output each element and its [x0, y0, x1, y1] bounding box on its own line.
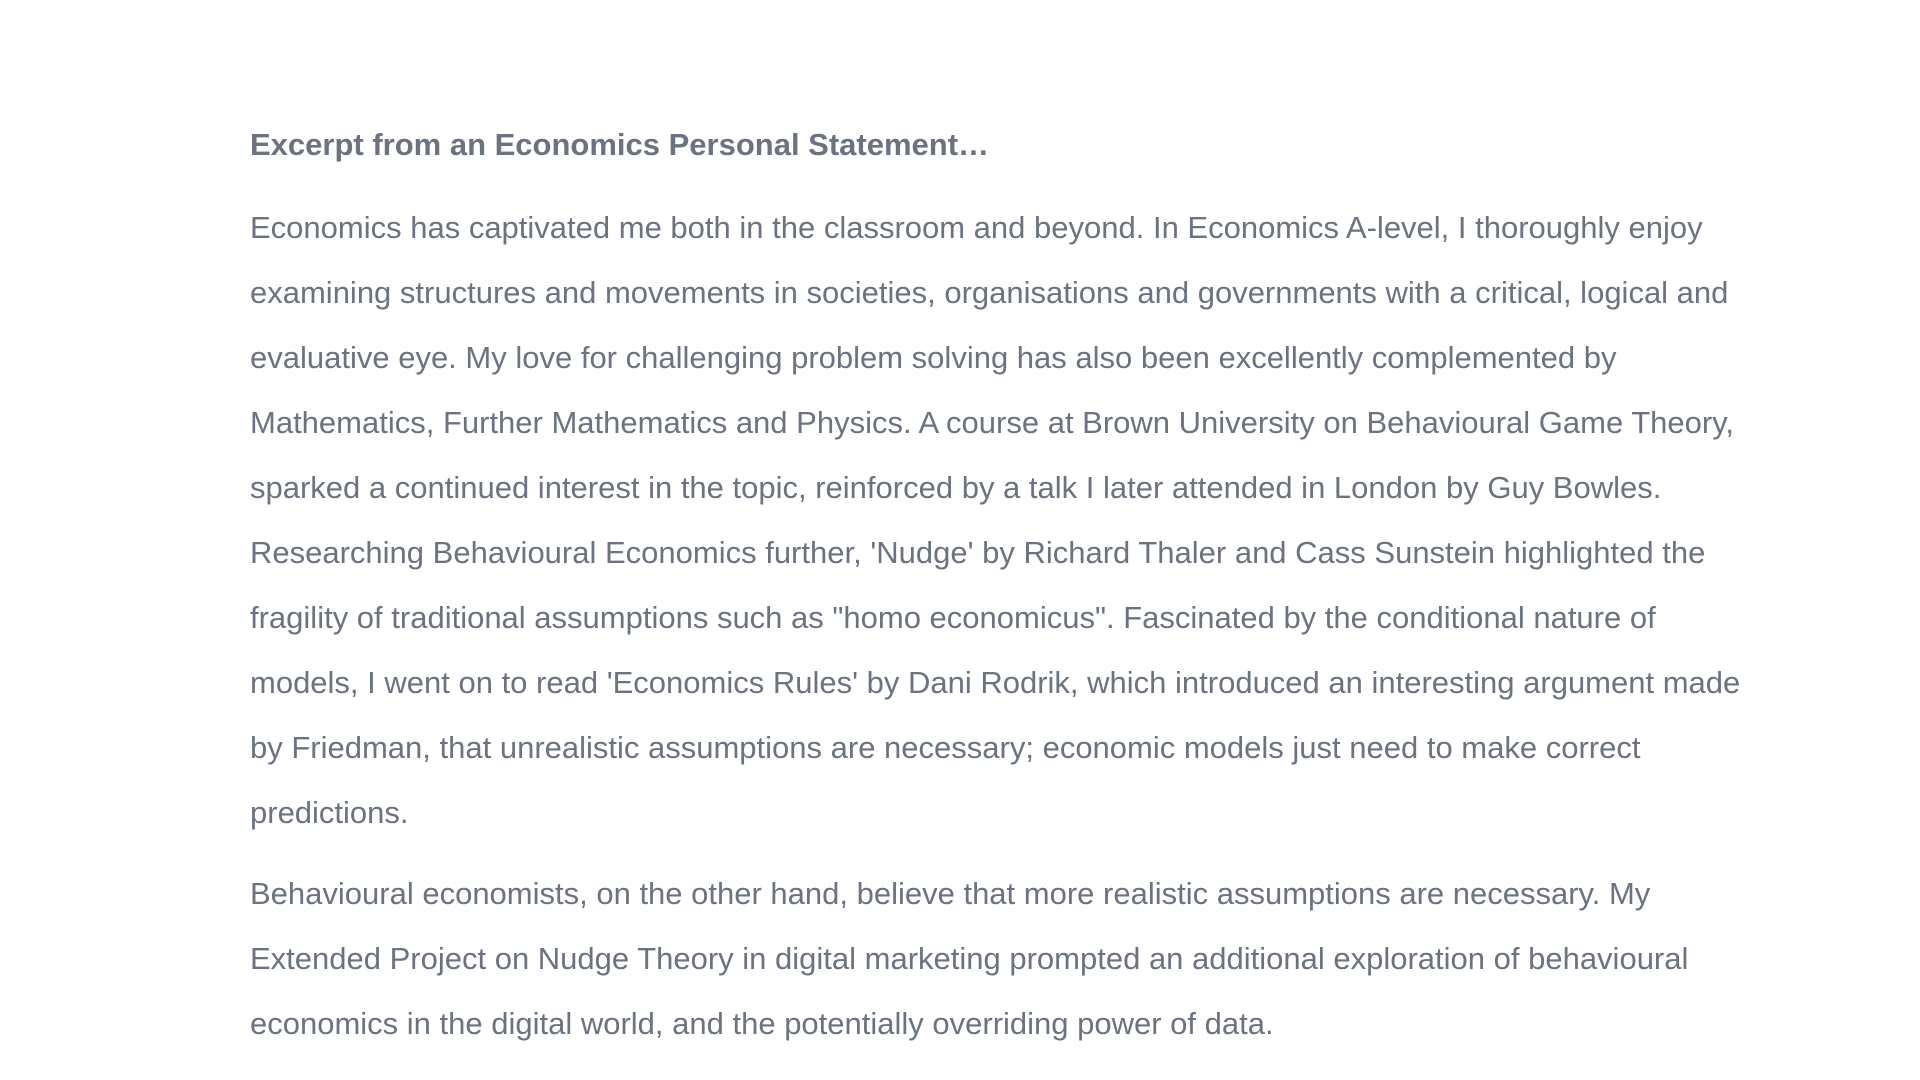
- excerpt-section: [250, 125, 1770, 1072]
- excerpt-paragraph-2: Behavioural economists, on the other hand, believe that more realistic assumptions are necessary. My Extended Project on Nudge Theory in digital marketing prompted an additional exploration of behavioural economics in the digital world, and the potentially overriding power of data.: [250, 876, 1689, 1041]
- excerpt-heading: Excerpt from an Economics Personal Statement…: [250, 127, 990, 162]
- excerpt-paragraph-1: Economics has captivated me both in the classroom and beyond. In Economics A-level, I thoroughly enjoy examining structures and movements in societies, organisations and governments with a critical, logical and evaluative eye. My love for challenging problem solving has also been excellently complemented by Mathematics, Further Mathematics and Physics. A course at Brown University on Behavioural Game Theory, sparked a continued interest in the topic, reinforced by a talk I later attended in London by Guy Bowles. Researching Behavioural Economics further, 'Nudge' by Richard Thaler and Cass Sunstein highlighted the fragility of traditional assumptions such as "homo economicus". Fascinated by the conditional nature of models, I went on to read 'Economics Rules' by Dani Rodrik, which introduced an interesting argument made by Friedman, that unrealistic assumptions are necessary; economic models just need to make correct predictions.: [250, 210, 1741, 830]
